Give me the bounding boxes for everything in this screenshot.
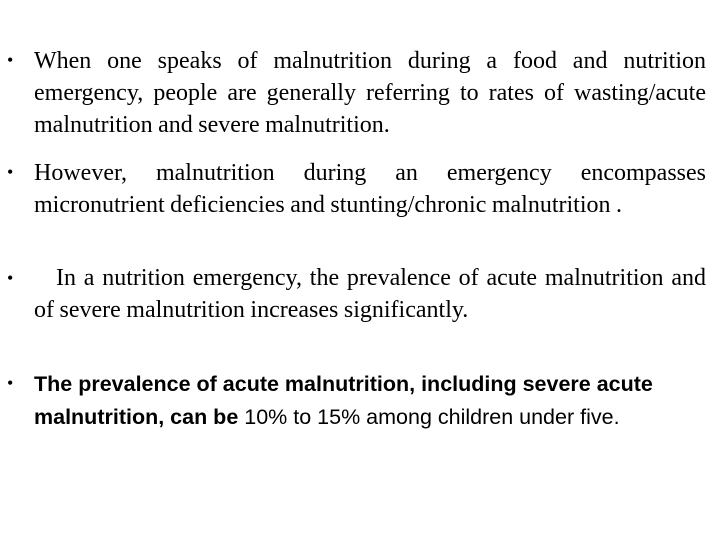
bullet-marker: • xyxy=(7,50,14,70)
bullet-text: In a nutrition emergency, the prevalence of acute malnutrition and of severe malnutrition increases significantly. xyxy=(34,265,706,323)
bullet-text: However, malnutrition during an emergency encompasses micronutrient deficiencies and stunting/chronic malnutrition . xyxy=(34,160,706,218)
bullet-text-bold: The prevalence of acute malnutrition, including severe acute malnutrition, can be xyxy=(34,372,653,429)
bullet-text xyxy=(34,368,674,434)
bullet-text-normal: 10% to 15% among children under five. xyxy=(238,405,620,429)
bullet-marker: • xyxy=(7,373,14,393)
bullet-marker: • xyxy=(7,268,14,288)
bullet-marker: • xyxy=(7,162,14,182)
bullet-text: When one speaks of malnutrition during a food and nutrition emergency, people are generally referring to rates of wasting/acute malnutrition and severe malnutrition. xyxy=(34,48,706,138)
